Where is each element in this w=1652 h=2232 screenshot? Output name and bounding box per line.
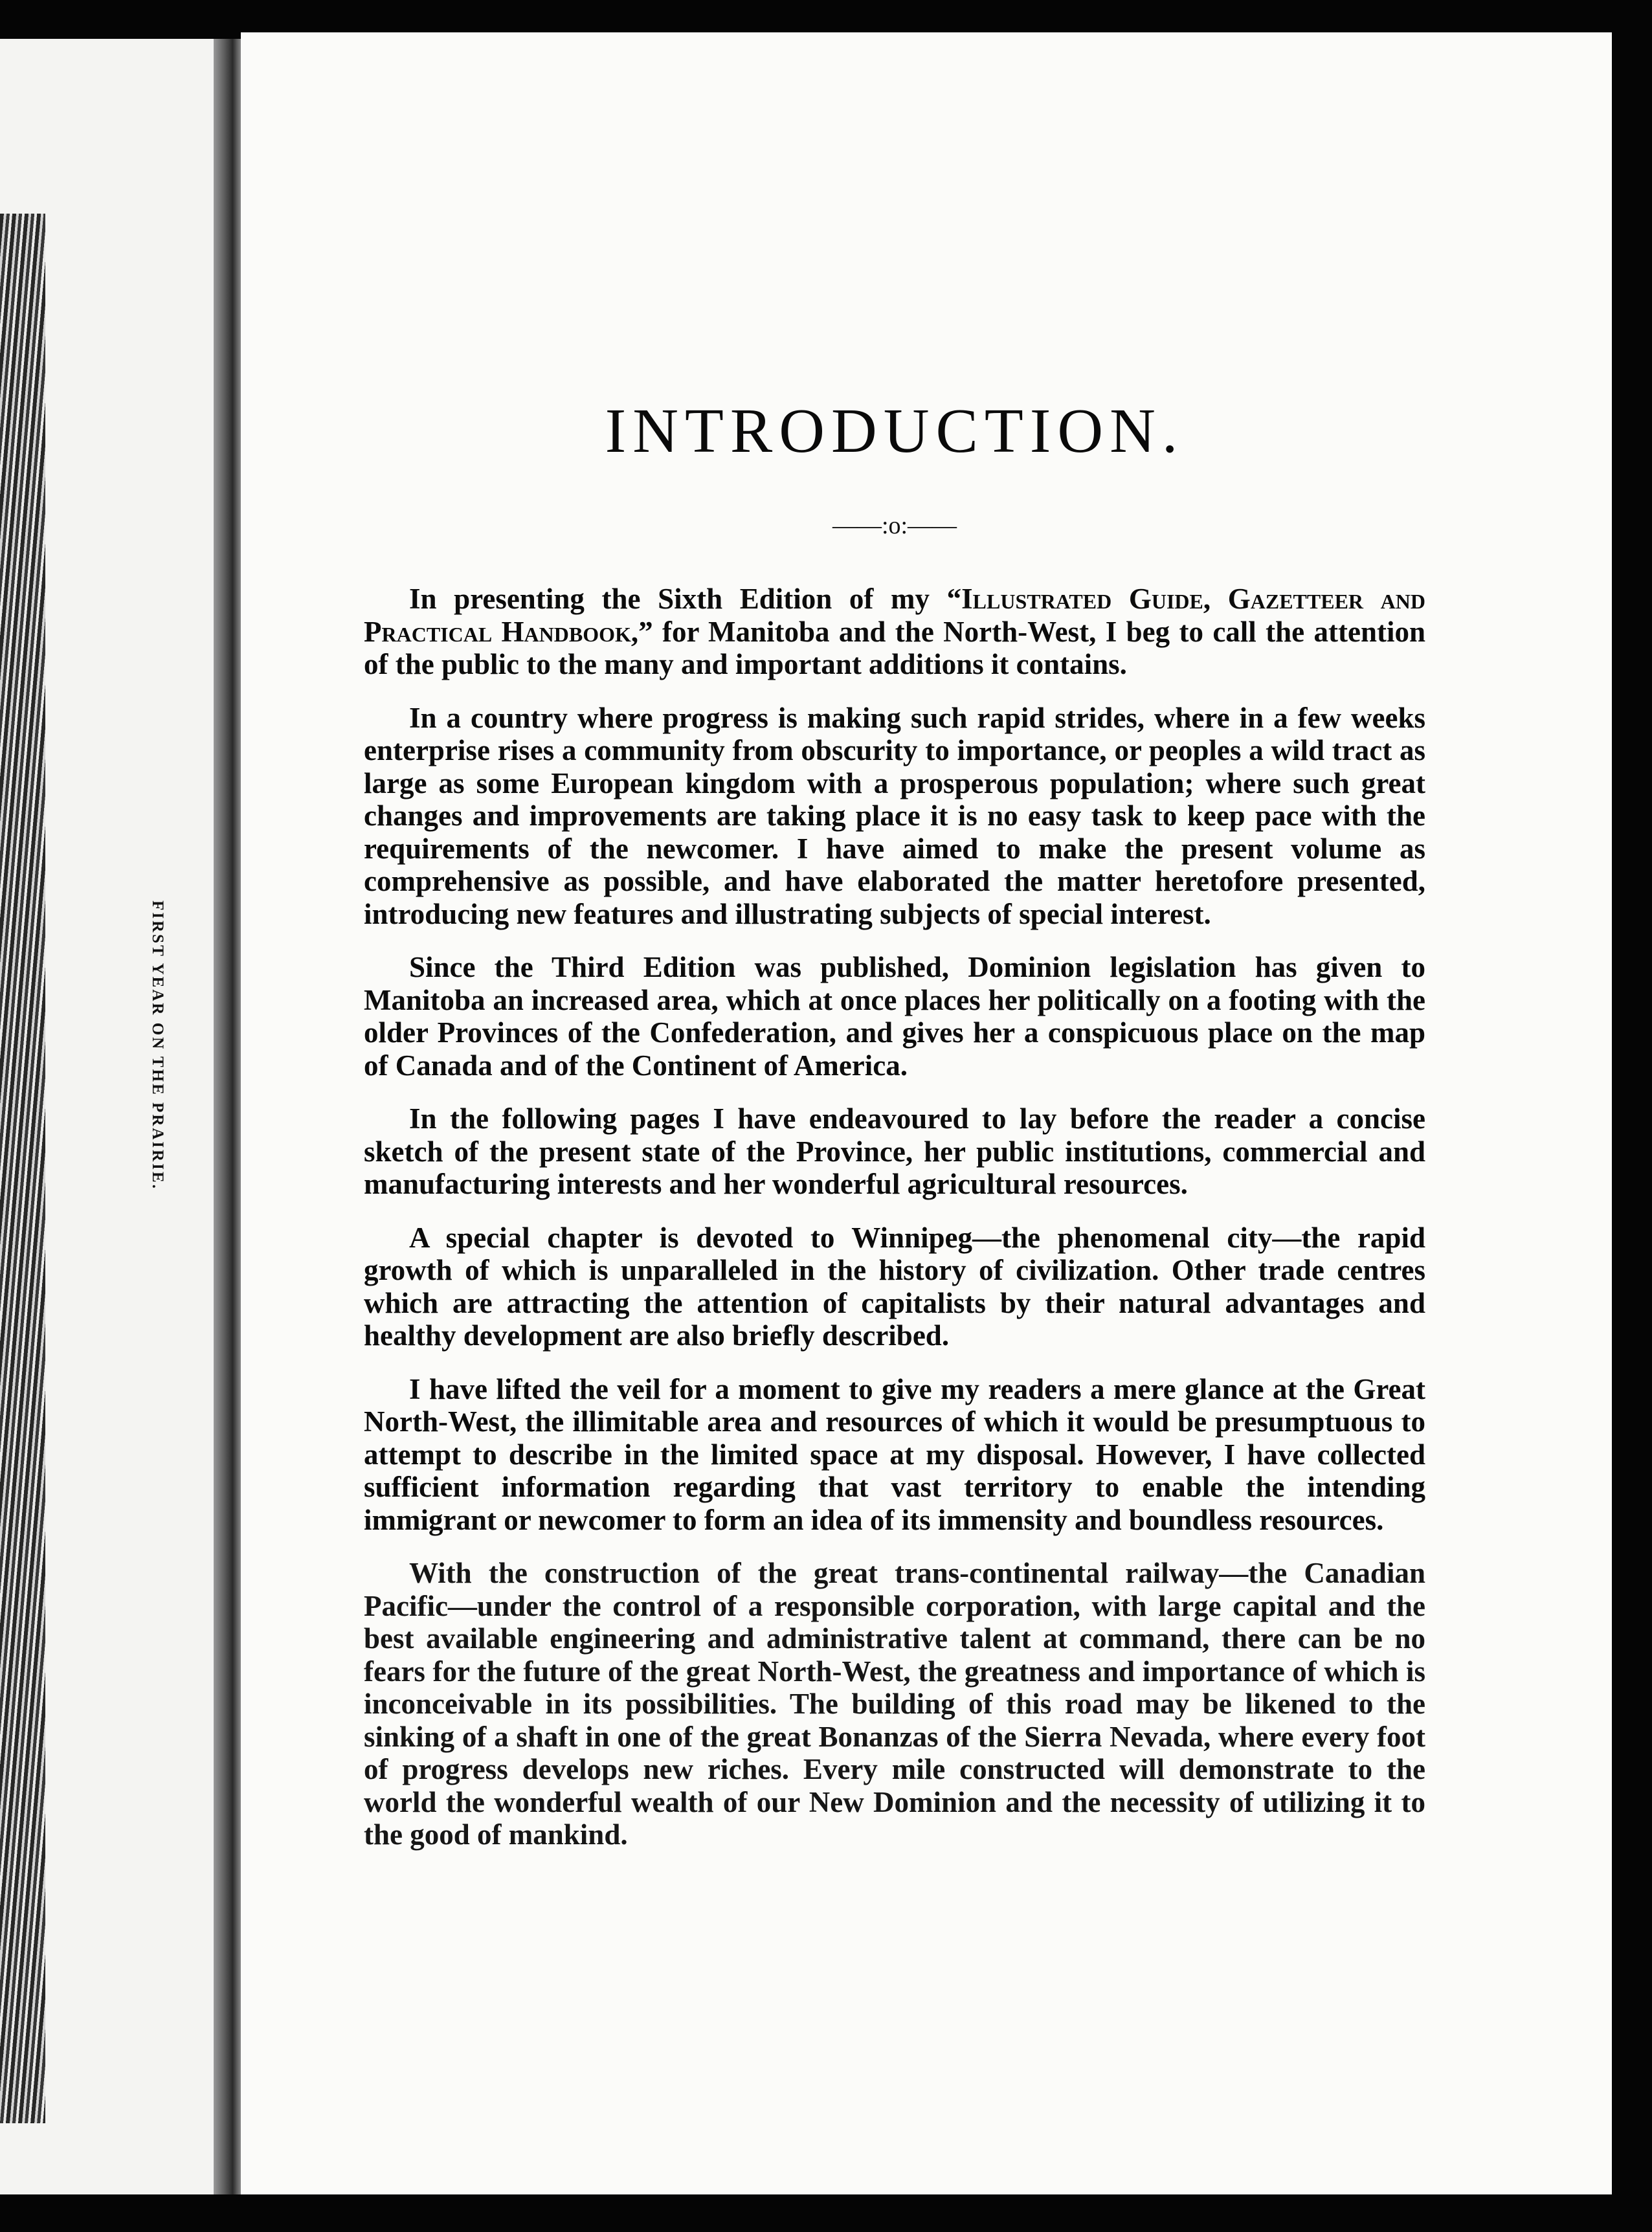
paragraph-6: I have lifted the veil for a moment to give my readers a mere glance at the Great North-West, the illimitable area and resources of which it would be presumptuous to attempt to describe in the limited space at my disposal. However, I have collected sufficient information regarding that vast territory to enable the intending immigrant or newcomer to form an idea of its immensity and boundless resources.	[364, 1372, 1425, 1536]
title-ornament: ——:o:——	[832, 512, 957, 539]
introduction-page	[241, 32, 1612, 2194]
paragraph-1-after: ” for Manitoba and the North-West, I beg to call the attention of the public to the many and important additions it contains.	[364, 615, 1425, 680]
plate-caption	[148, 864, 167, 1227]
paragraph-1-before: In presenting the Sixth Edition of my “	[409, 583, 962, 615]
paragraph-1	[364, 583, 1425, 681]
book-gutter	[214, 39, 241, 2194]
paragraph-2: In a country where progress is making such rapid strides, where in a few weeks enterprise rises a community from obscurity to importance, or peoples a wild tract as large as some European kingdom with a prosperous population; where such great changes and improvements are taking place it is no easy task to keep pace with the requirements of the newcomer. I have aimed to make the present volume as comprehensive as possible, and have elaborated the matter heretofore presented, introducing new features and illustrating subjects of special interest.	[364, 701, 1425, 930]
paragraph-3: Since the Third Edition was published, Dominion legislation has given to Manitoba an increased area, which at once places her politically on a footing with the older Provinces of the Confederation, and gives her a conspicuous place on the map of Canada and of the Continent of America.	[364, 951, 1425, 1082]
book-title: Illustrated Guide, Gazetteer and Practical Handbook,	[364, 583, 1425, 648]
page-title: INTRODUCTION.	[605, 396, 1185, 466]
plate-caption-text: FIRST YEAR ON THE PRAIRIE.	[149, 900, 167, 1190]
engraving-fragment	[0, 214, 45, 2123]
body-text	[364, 583, 1425, 1872]
paragraph-4: In the following pages I have endeavoured to lay before the reader a concise sketch of the present state of the Province, her public institutions, commercial and manufacturing interests and her wonderful agricultural resources.	[364, 1102, 1425, 1200]
facing-plate-page	[0, 39, 214, 2194]
paragraph-5: A special chapter is devoted to Winnipeg—the phenomenal city—the rapid growth of which is unparalleled in the history of civilization. Other trade centres which are attracting the attention of capitalists by their natural advantages and healthy development are also briefly described.	[364, 1221, 1425, 1352]
paragraph-7: With the construction of the great trans-continental railway—the Canadian Pacific—under the control of a responsible corporation, with large capital and the best available engineering and administrative talent at command, there can be no fears for the future of the great North-West, the greatness and importance of which is inconceivable in its possibilities. The building of this road may be likened to the sinking of a shaft in one of the great Bonanzas of the Sierra Nevada, where every foot of progress develops new riches. Every mile constructed will demonstrate to the world the wonderful wealth of our New Dominion and the necessity of utilizing it to the good of mankind.	[364, 1557, 1425, 1851]
